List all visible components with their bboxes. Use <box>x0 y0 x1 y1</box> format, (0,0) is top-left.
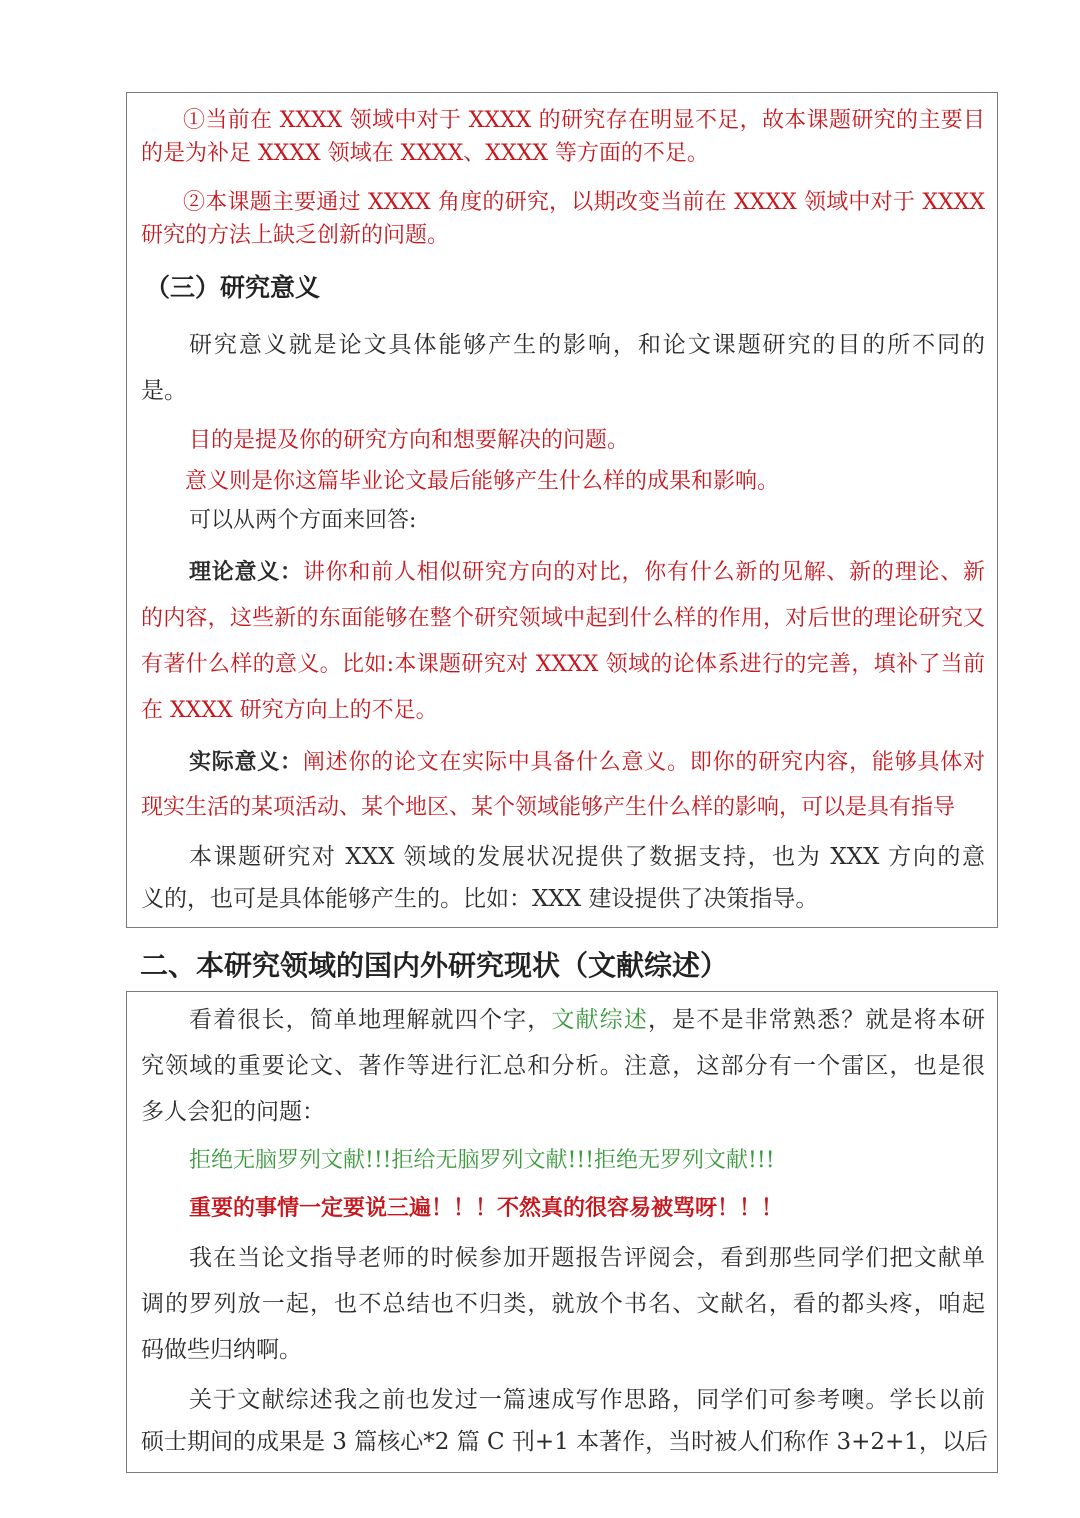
paragraph-line: 的内容，这些新的东面能够在整个研究领域中起到什么样的作用，对后世的理论研究又 <box>141 606 985 631</box>
paragraph-line: 多人会犯的问题： <box>141 1099 325 1125</box>
paragraph-line: 义的，也可是具体能够产生的。比如：XXX 建设提供了决策指导。 <box>141 886 819 912</box>
practice-label: 实际意义： <box>189 749 303 775</box>
paragraph-line: 本课题研究对 XXX 领域的发展状况提供了数据支持，也为 XXX 方向的意 <box>189 844 985 870</box>
paragraph-line: 研究意义就是论文具体能够产生的影响，和论文课题研究的目的所不同的 <box>189 332 985 358</box>
paragraph-line: 的是为补足 XXXX 领域在 XXXX、XXXX 等方面的不足。 <box>141 141 709 166</box>
text-segment: 看着很长，简单地理解就四个字， <box>189 1007 552 1033</box>
literature-review-box <box>126 991 998 1473</box>
paragraph-line: 关于文献综述我之前也发过一篇速成写作思路，同学们可参考噢。学长以前 <box>189 1387 985 1413</box>
paragraph-line: 硕士期间的成果是 3 篇核心*2 篇 C 刊+1 本著作，当时被人们称作 3+2+1，以后 <box>141 1429 988 1455</box>
red-warning: 重要的事情一定要说三遍！！！不然真的很容易被骂呀！！！ <box>189 1195 784 1221</box>
practice-text: 阐述你的论文在实际中具备什么意义。即你的研究内容，能够具体对 <box>302 750 985 775</box>
red-note: 目的是提及你的研究方向和想要解决的问题。 <box>189 428 630 453</box>
research-significance-box <box>126 92 998 928</box>
paragraph-line: 是。 <box>141 378 187 404</box>
paragraph-line: 调的罗列放一起，也不总结也不归类，就放个书名、文献名，看的都头疼，咱起 <box>141 1291 985 1317</box>
paragraph-line: 现实生活的某项活动、某个地区、某个领域能够产生什么样的影响，可以是具有指导 <box>141 795 956 820</box>
text-segment: ，是不是非常熟悉？就是将本研 <box>647 1007 985 1033</box>
paragraph-line: 究领域的重要论文、著作等进行汇总和分析。注意，这部分有一个雷区，也是很 <box>141 1053 985 1079</box>
paragraph-line: ②本课题主要通过 XXXX 角度的研究，以期改变当前在 XXXX 领域中对于 XXXX <box>183 190 985 215</box>
paragraph-line: 码做些归纳啊。 <box>141 1337 302 1363</box>
red-note: 意义则是你这篇毕业论文最后能够产生什么样的成果和影响。 <box>185 469 780 494</box>
paragraph-line: 有著什么样的意义。比如:本课题研究对 XXXX 领域的论体系进行的完善，填补了当前 <box>141 652 985 677</box>
section-heading: （三）研究意义 <box>145 273 321 302</box>
theory-text: 讲你和前人相似研究方向的对比，你有什么新的见解、新的理论、新 <box>302 560 985 585</box>
paragraph-line: 在 XXXX 研究方向上的不足。 <box>141 698 438 723</box>
paragraph-line: 我在当论文指导老师的时候参加开题报告评阅会，看到那些同学们把文献单 <box>189 1245 985 1271</box>
paragraph-line: 可以从两个方面来回答: <box>189 508 417 533</box>
theory-label: 理论意义： <box>189 559 303 585</box>
highlight-term: 文献综述 <box>551 1007 648 1033</box>
paragraph-line <box>189 1006 985 1036</box>
green-warning: 拒绝无脑罗列文献!!!拒给无脑罗列文献!!!拒绝无罗列文献!!! <box>189 1148 775 1173</box>
paragraph-line: 研究的方法上缺乏创新的问题。 <box>141 223 450 248</box>
paragraph-line: ①当前在 XXXX 领域中对于 XXXX 的研究存在明显不足，故本课题研究的主要目 <box>183 108 985 133</box>
theory-significance-line <box>189 558 985 588</box>
section-title: 二、本研究领域的国内外研究现状（文献综述） <box>140 949 729 982</box>
practical-significance-line <box>189 748 985 778</box>
